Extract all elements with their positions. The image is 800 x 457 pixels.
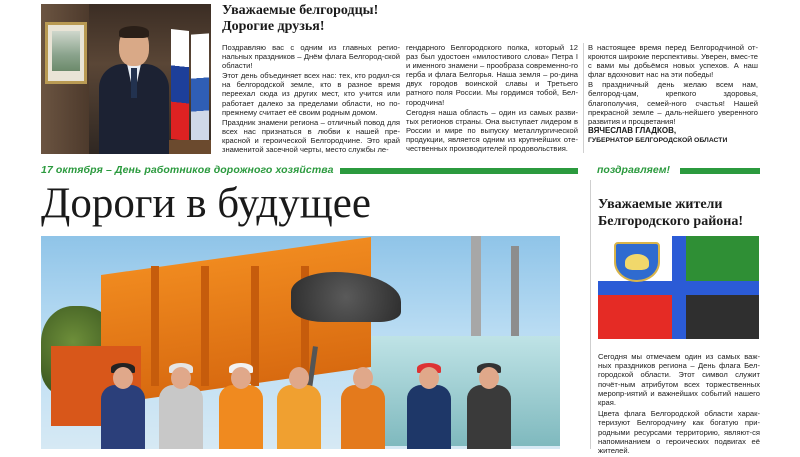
- right-title-line-1: Уважаемые жители: [598, 197, 723, 212]
- rubric-bar: [340, 168, 578, 174]
- column-divider: [583, 43, 584, 153]
- greeting-paragraph: Праздник знамени региона – отличный повод для всех нас признаться в любви к нашей пре-красной и героической Белгородчине. Это край знаменитой засечной черты, место службы ле-: [222, 117, 400, 155]
- greeting-column-2: [406, 43, 578, 154]
- greeting-column-3: [588, 43, 758, 127]
- article-headline: Дороги в будущее: [41, 180, 371, 227]
- signature-position: ГУБЕРНАТОР БЕЛГОРОДСКОЙ ОБЛАСТИ: [588, 137, 728, 144]
- right-paragraph: Цвета флага Белгородской области харак-теризуют Белгородчину как богатую при-родными ресурсами территорию, являют-ся напоминанием о героических подвигах её жителей.: [598, 409, 760, 456]
- greeting-column-1: [222, 43, 400, 155]
- belgorod-district-flag: [598, 236, 759, 339]
- coat-of-arms-icon: [614, 242, 660, 282]
- greeting-paragraph: В настоящее время перед Белгородчиной от-кроются широкие перспективы. Уверен, вмес-те с вами мы добьёмся новых успехов. А наш флаг вдохновит нас на эти победы!: [588, 43, 758, 80]
- right-title-line-2: Белгородского района!: [598, 214, 743, 229]
- congrats-tag: поздравляем!: [597, 164, 670, 176]
- rubric-label: 17 октября – День работников дорожного хозяйства: [41, 164, 334, 176]
- right-column-divider: [590, 180, 591, 449]
- congrats-bar: [680, 168, 760, 174]
- signature: [588, 126, 758, 146]
- governor-portrait-photo: [41, 4, 211, 154]
- greeting-paragraph: Поздравляю вас с одним из главных регио-нальных праздников – Днём флага Белгород-ской области!: [222, 43, 400, 71]
- greeting-paragraph: гендарного Белгородского полка, который 12 раз был удостоен «милостивого слова» Петра I и именного знамени – прообраза современно-го герба и флага Белгорья. Наша земля – ро-дина двух городов воинской славы и Третьего ратного поля России. Мы гордимся тобой, Бел-городчина!: [406, 43, 578, 107]
- greeting-paragraph: Сегодня наша область – один из самых разви-тых регионов страны. Она выступает лидером в России и мире по выпуску металлургической продукции, является одним из крупнейших оте-чественных производителей продовольствия.: [406, 107, 578, 154]
- right-column-text: [598, 352, 760, 457]
- greeting-title: [222, 3, 412, 35]
- signature-name: ВЯЧЕСЛАВ ГЛАДКОВ,: [588, 126, 677, 135]
- greeting-paragraph: Этот день объединяет всех нас: тех, кто родил-ся на белгородской земле, кто в разное время переехал сюда из других мест, кто учится или работает далеко за пределами области, но по-прежнему считает её своим родным домом.: [222, 71, 400, 117]
- greeting-title-line-2: Дорогие друзья!: [222, 19, 325, 34]
- greeting-title-line-1: Уважаемые белгородцы!: [222, 3, 379, 18]
- road-workers-photo: [41, 236, 560, 449]
- right-column-title: [598, 196, 763, 230]
- greeting-paragraph: В праздничный день желаю всем нам, белгород-цам, крепкого здоровья, благополучия, семей-ного счастья! Нашей прекрасной земле – даль-нейшего уверенного развития и процветания!: [588, 80, 758, 126]
- right-paragraph: Сегодня мы отмечаем один из самых важ-ных праздников региона – День флага Бел-городской области. Этот символ служит почёт-ным атрибутом всех торжественных меропр-иятий и важнейших событий нашего края.: [598, 352, 760, 408]
